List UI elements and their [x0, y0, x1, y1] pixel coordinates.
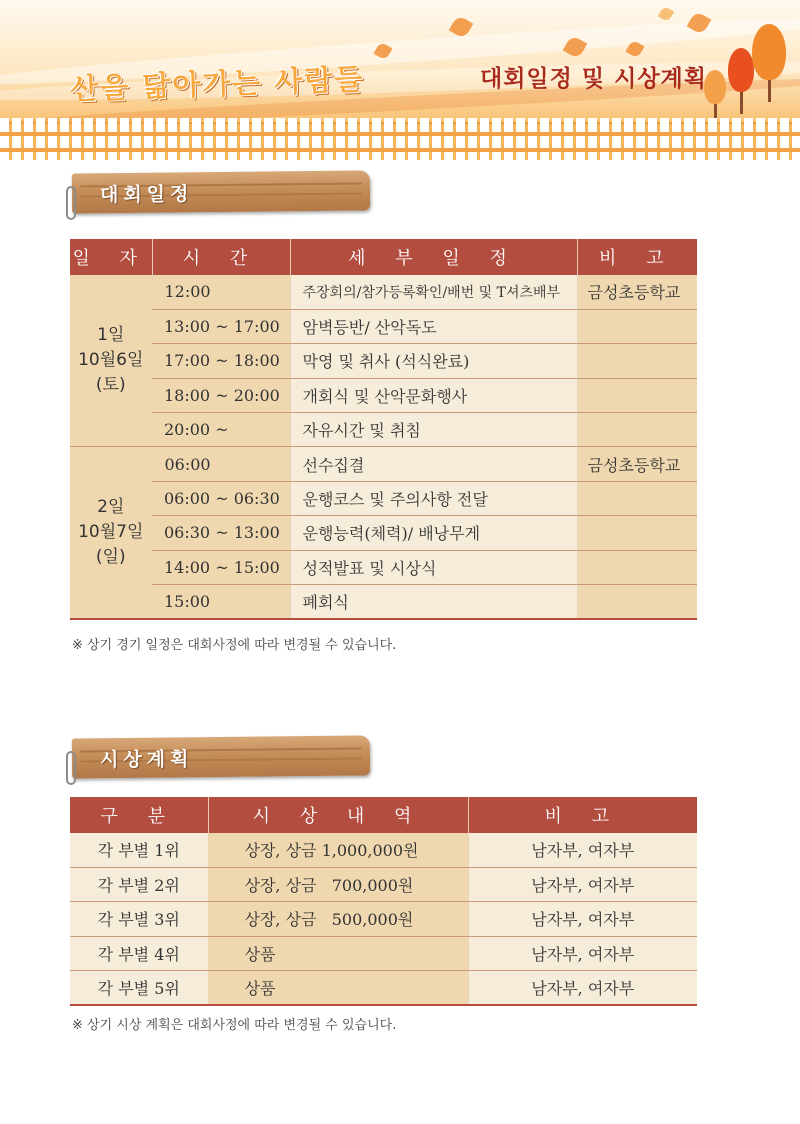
note-cell: 남자부, 여자부 — [468, 936, 697, 970]
day-cell — [70, 275, 152, 447]
table-row — [70, 585, 697, 619]
day-weekday: (일) — [95, 547, 126, 568]
note-cell: 남자부, 여자부 — [468, 902, 697, 936]
table-row — [70, 344, 697, 378]
table-row — [70, 936, 697, 970]
note-cell — [577, 378, 697, 412]
table-row — [70, 481, 697, 515]
table-row — [70, 516, 697, 550]
note-cell — [577, 516, 697, 550]
detail-cell: 개회식 및 산악문화행사 — [290, 378, 577, 412]
day-label: 2일 — [97, 497, 125, 518]
column-header-note: 비 고 — [577, 239, 697, 275]
paperclip-icon — [66, 751, 76, 785]
note-cell: 남자부, 여자부 — [468, 833, 697, 867]
note-cell: 금성초등학교 — [577, 447, 697, 481]
header-banner — [0, 0, 800, 160]
column-header-detail: 세 부 일 정 — [290, 239, 577, 275]
awards-footnote: ※ 상기 시상 계획은 대회사정에 따라 변경될 수 있습니다. — [72, 1018, 397, 1033]
column-header-date: 일 자 — [70, 239, 152, 275]
detail-cell: 자유시간 및 취침 — [290, 413, 577, 447]
tree-icon — [752, 24, 786, 102]
table-row — [70, 971, 697, 1005]
note-cell: 남자부, 여자부 — [468, 971, 697, 1005]
table-row — [70, 550, 697, 584]
prize-cell: 상장, 상금 500,000원 — [208, 902, 468, 936]
paperclip-icon — [66, 186, 76, 220]
fence-decoration — [0, 132, 800, 136]
rank-cell: 각 부별 4위 — [70, 936, 208, 970]
detail-cell: 선수집결 — [290, 447, 577, 481]
table-row — [70, 378, 697, 412]
schedule-table — [70, 239, 697, 620]
day-date: 10월7일 — [78, 522, 144, 543]
table-row — [70, 902, 697, 936]
rank-cell: 각 부별 1위 — [70, 833, 208, 867]
table-row — [70, 309, 697, 343]
rank-cell: 각 부별 5위 — [70, 971, 208, 1005]
section-label-schedule — [72, 170, 370, 213]
fence-decoration — [0, 148, 800, 152]
column-header-note: 비 고 — [468, 797, 697, 833]
column-header-prize: 시 상 내 역 — [208, 797, 468, 833]
time-cell: 18:00 ~ 20:00 — [152, 378, 290, 412]
time-cell: 20:00 ~ — [152, 413, 290, 447]
maple-leaf-icon — [658, 6, 674, 22]
day-label: 1일 — [97, 325, 125, 346]
section-label-text: 대회일정 — [99, 183, 194, 207]
detail-cell: 운행코스 및 주의사항 전달 — [290, 481, 577, 515]
time-cell: 06:00 ~ 06:30 — [152, 481, 290, 515]
prize-cell: 상품 — [208, 936, 468, 970]
time-cell: 15:00 — [152, 585, 290, 619]
note-cell — [577, 585, 697, 619]
detail-cell: 막영 및 취사 (석식완료) — [290, 344, 577, 378]
table-row — [70, 275, 697, 309]
table-header-row — [70, 239, 697, 275]
table-header-row — [70, 797, 697, 833]
note-cell — [577, 413, 697, 447]
detail-cell: 운행능력(체력)/ 배낭무게 — [290, 516, 577, 550]
detail-cell: 폐회식 — [290, 585, 577, 619]
table-row — [70, 413, 697, 447]
prize-cell: 상장, 상금 1,000,000원 — [208, 833, 468, 867]
day-date: 10월6일 — [78, 350, 144, 371]
fence-decoration — [0, 118, 800, 126]
awards-table — [70, 797, 697, 1006]
time-cell: 12:00 — [152, 275, 290, 309]
time-cell: 06:00 — [152, 447, 290, 481]
rank-cell: 각 부별 3위 — [70, 902, 208, 936]
note-cell — [577, 309, 697, 343]
prize-cell: 상장, 상금 700,000원 — [208, 867, 468, 901]
detail-cell: 주장회의/참가등록확인/배번 및 T셔츠배부 — [290, 275, 577, 309]
page-title: 대회일정 및 시상계획 — [480, 66, 707, 92]
column-header-time: 시 간 — [152, 239, 290, 275]
note-cell — [577, 344, 697, 378]
tree-icon — [704, 70, 726, 118]
section-label-awards — [72, 735, 370, 778]
table-row — [70, 833, 697, 867]
time-cell: 06:30 ~ 13:00 — [152, 516, 290, 550]
tree-icon — [728, 48, 754, 114]
day-cell — [70, 447, 152, 619]
note-cell: 금성초등학교 — [577, 275, 697, 309]
note-cell — [577, 550, 697, 584]
rank-cell: 각 부별 2위 — [70, 867, 208, 901]
note-cell — [577, 481, 697, 515]
prize-cell: 상품 — [208, 971, 468, 1005]
time-cell: 13:00 ~ 17:00 — [152, 309, 290, 343]
schedule-footnote: ※ 상기 경기 일정은 대회사정에 따라 변경될 수 있습니다. — [72, 638, 397, 653]
table-row — [70, 447, 697, 481]
note-cell: 남자부, 여자부 — [468, 867, 697, 901]
time-cell: 17:00 ~ 18:00 — [152, 344, 290, 378]
column-header-category: 구 분 — [70, 797, 208, 833]
day-weekday: (토) — [95, 375, 126, 396]
time-cell: 14:00 ~ 15:00 — [152, 550, 290, 584]
detail-cell: 암벽등반/ 산악독도 — [290, 309, 577, 343]
section-label-text: 시상계획 — [99, 748, 194, 772]
table-row — [70, 867, 697, 901]
detail-cell: 성적발표 및 시상식 — [290, 550, 577, 584]
fence-decoration — [0, 122, 800, 160]
logo-text: 산을 닮아가는 사람들 — [69, 61, 365, 107]
